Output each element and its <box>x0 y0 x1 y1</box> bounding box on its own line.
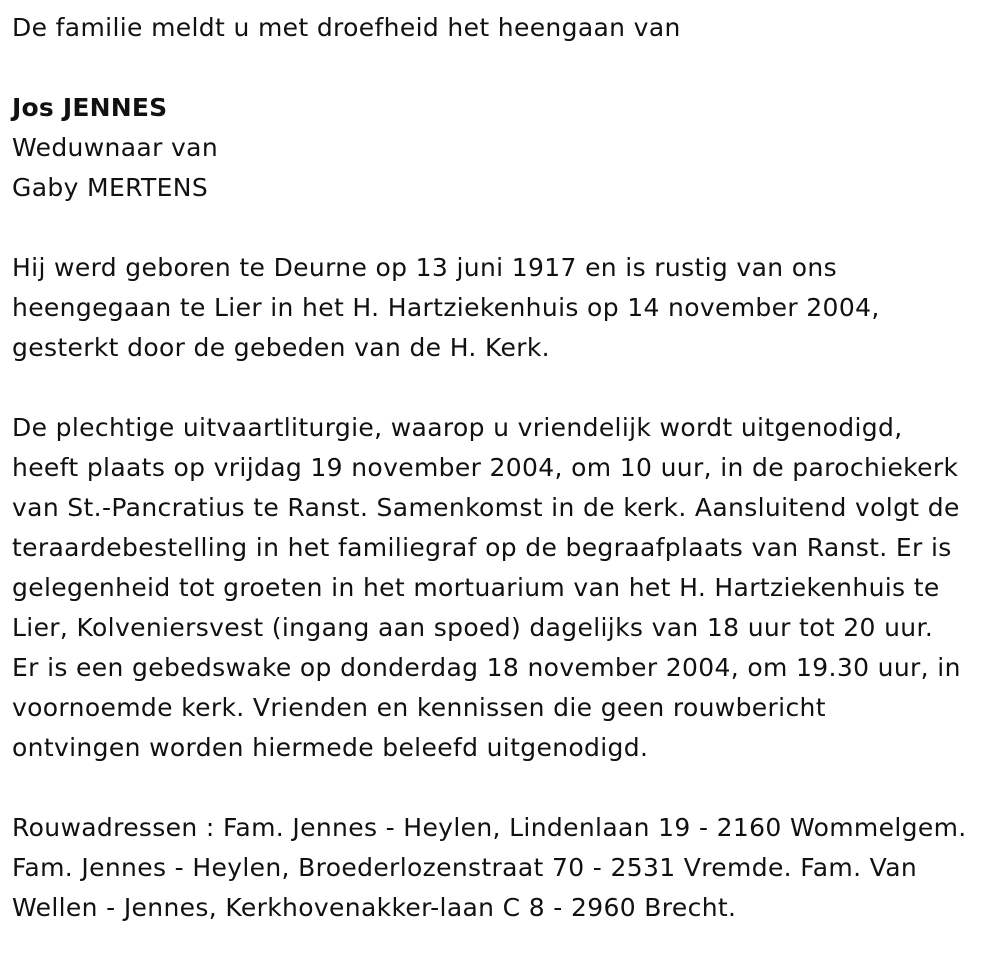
spacer <box>12 48 988 88</box>
birth-death-paragraph <box>12 248 988 368</box>
paragraph-line: Lier, Kolveniersvest (ingang aan spoed) dagelijks van 18 uur tot 20 uur. <box>12 613 934 642</box>
paragraph-line: Er is een gebedswake op donderdag 18 november 2004, om 19.30 uur, in <box>12 653 961 682</box>
relation-text: Weduwnaar van <box>12 133 219 162</box>
paragraph-line: De plechtige uitvaartliturgie, waarop u vriendelijk wordt uitgenodigd, <box>12 413 903 442</box>
spacer <box>12 208 988 248</box>
paragraph-line: voornoemde kerk. Vrienden en kennissen die geen rouwbericht <box>12 693 826 722</box>
paragraph-line: Fam. Jennes - Heylen, Broederlozenstraat 70 - 2531 Vremde. Fam. Van <box>12 853 918 882</box>
paragraph-line: Rouwadressen : Fam. Jennes - Heylen, Lindenlaan 19 - 2160 Wommelgem. <box>12 813 967 842</box>
paragraph-line: ontvingen worden hiermede beleefd uitgenodigd. <box>12 733 649 762</box>
paragraph-line: heeft plaats op vrijdag 19 november 2004, om 10 uur, in de parochiekerk <box>12 453 959 482</box>
paragraph-line: gesterkt door de gebeden van de H. Kerk. <box>12 333 550 362</box>
paragraph-line: heengegaan te Lier in het H. Hartziekenhuis op 14 november 2004, <box>12 293 880 322</box>
spacer <box>12 768 988 808</box>
funeral-paragraph <box>12 408 988 768</box>
paragraph-line: Hij werd geboren te Deurne op 13 juni 1917 en is rustig van ons <box>12 253 837 282</box>
addresses-paragraph <box>12 808 988 928</box>
paragraph-line: van St.-Pancratius te Ranst. Samenkomst in de kerk. Aansluitend volgt de <box>12 493 960 522</box>
intro-text: De familie meldt u met droefheid het heengaan van <box>12 13 681 42</box>
deceased-name: Jos JENNES <box>12 93 168 122</box>
paragraph-line: Wellen - Jennes, Kerkhovenakker-laan C 8 - 2960 Brecht. <box>12 893 737 922</box>
spacer <box>12 368 988 408</box>
paragraph-line: gelegenheid tot groeten in het mortuarium van het H. Hartziekenhuis te <box>12 573 940 602</box>
paragraph-line: teraardebestelling in het familiegraf op de begraafplaats van Ranst. Er is <box>12 533 952 562</box>
spouse-name: Gaby MERTENS <box>12 173 209 202</box>
